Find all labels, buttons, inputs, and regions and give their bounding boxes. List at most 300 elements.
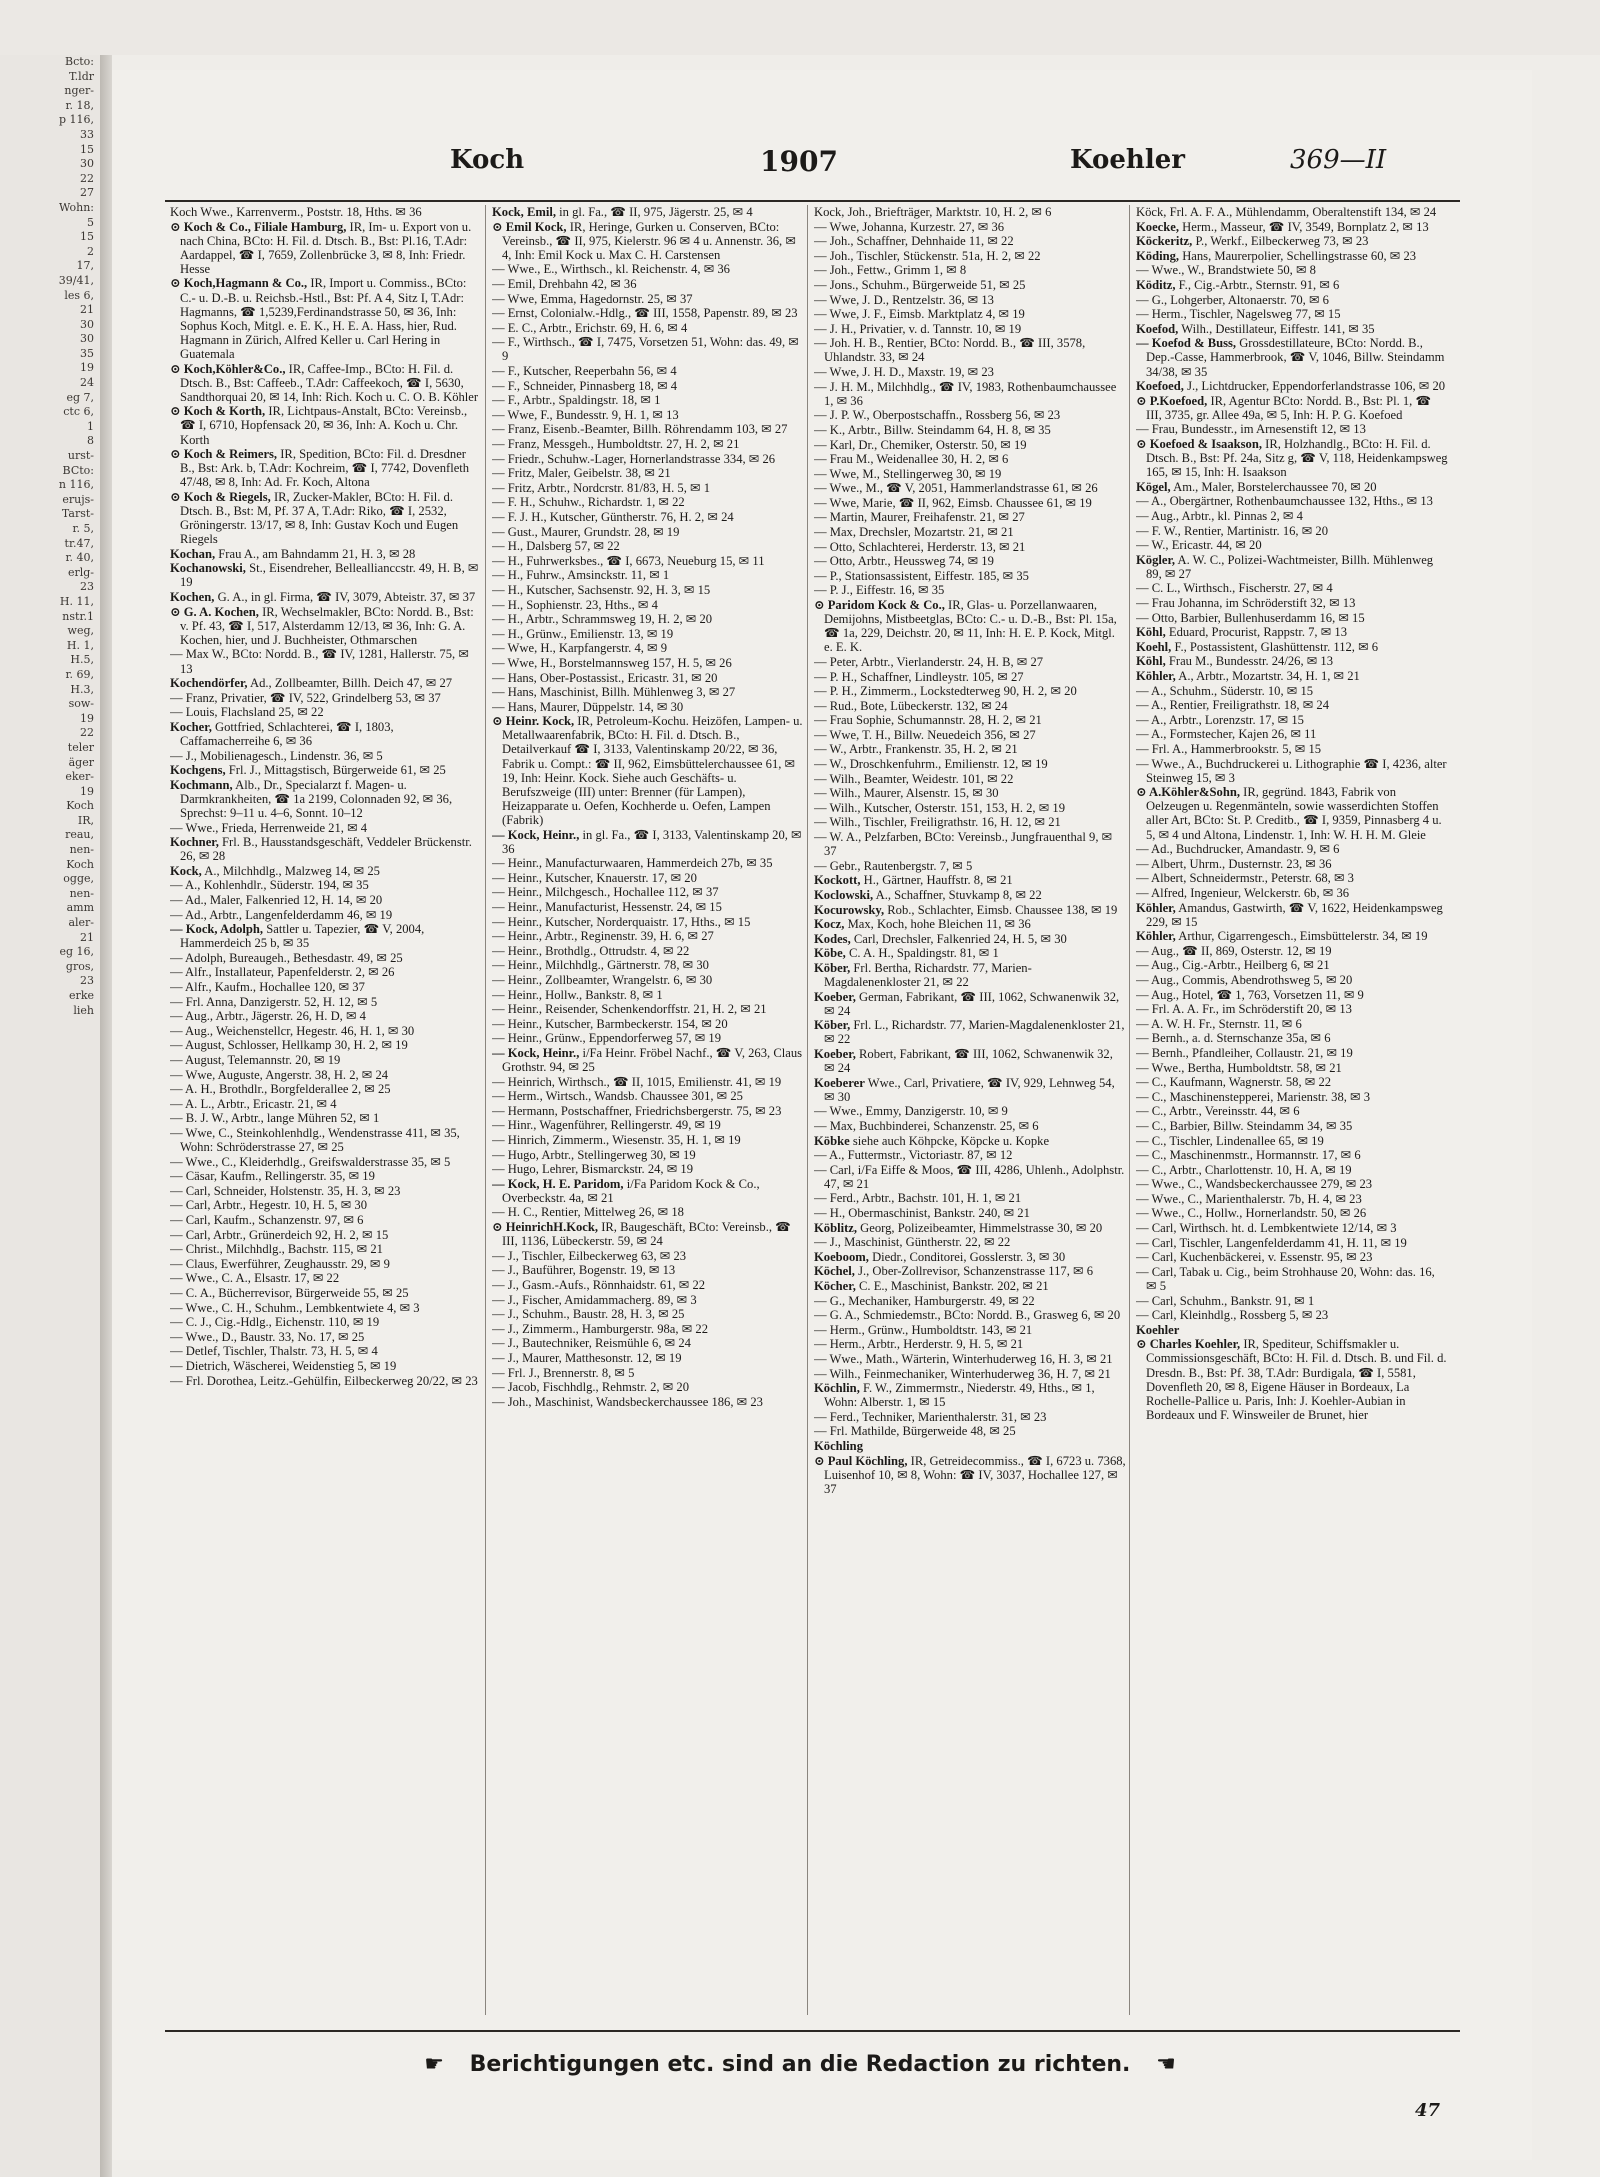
entry-name: Koeboom,	[814, 1249, 869, 1264]
entry-details: — J., Maschinist, Güntherstr. 22, ✉ 22	[814, 1235, 1011, 1250]
directory-entry	[492, 988, 804, 1002]
directory-entry	[1136, 1337, 1448, 1422]
directory-entry	[1136, 1075, 1448, 1089]
entry-details: — Wwe., Frieda, Herrenweide 21, ✉ 4	[170, 820, 368, 835]
entry-details: — G., Lohgerber, Altonaerstr. 70, ✉ 6	[1136, 292, 1329, 307]
column-divider	[807, 205, 808, 2015]
directory-entry	[814, 655, 1126, 669]
directory-entry	[814, 423, 1126, 437]
entry-details: — C. J., Cig.-Hdlg., Eichenstr. 110, ✉ 19	[170, 1315, 380, 1330]
directory-entry	[492, 885, 804, 899]
adjacent-page-text: r. 5,	[72, 522, 94, 535]
entry-details: — Bernh., a. d. Sternschanze 35a, ✉ 6	[1136, 1031, 1331, 1046]
entry-details: IR, Baugeschäft, BCto: Vereinsb., ☎ III, 1136, Lübeckerstr. 59, ✉ 24	[502, 1220, 791, 1249]
directory-entry	[814, 234, 1126, 248]
adjacent-page-text: 30	[80, 332, 94, 346]
directory-entry	[1136, 220, 1448, 234]
directory-entry	[814, 467, 1126, 481]
directory-entry	[814, 249, 1126, 263]
entry-name: Kochanowski,	[170, 561, 246, 576]
entry-details: Ad., Zollbeamter, Billh. Deich 47, ✉ 27	[247, 676, 453, 691]
directory-entry	[492, 1205, 804, 1219]
entry-details: — Franz, Messgeh., Humboldtstr. 27, H. 2, ✉ 21	[492, 437, 740, 451]
directory-entry	[814, 1235, 1126, 1249]
directory-entry	[170, 691, 482, 705]
directory-entry	[814, 932, 1126, 946]
adjacent-page-text: les 6,	[64, 288, 94, 302]
entry-details: — H., Dalsberg 57, ✉ 22	[492, 539, 620, 554]
entry-details: St., Eisendreher, Belleallianccstr. 49, H. B, ✉ 19	[180, 561, 479, 590]
entry-details: P., Werkf., Eilbeckerweg 73, ✉ 23	[1192, 234, 1369, 249]
directory-entry	[1136, 640, 1448, 654]
entry-details: — Alfr., Kaufm., Hochallee 120, ✉ 37	[170, 980, 365, 995]
adjacent-page-text: H. 1,	[66, 638, 94, 652]
directory-entry	[492, 335, 804, 363]
adjacent-page-text: Tarst-	[61, 507, 94, 521]
entry-details: — Wwe, Johanna, Kurzestr. 27, ✉ 36	[814, 219, 1005, 234]
adjacent-page-text: 19	[80, 784, 94, 798]
entry-details: — Wwe., M., ☎ V, 2051, Hammerlandstrasse 61, ✉ 26	[814, 481, 1098, 496]
directory-entry	[170, 1126, 482, 1154]
entry-details: — Heinr., Kutscher, Norderquaistr. 17, Hths., ✉ 15	[492, 914, 751, 929]
entry-details: Georg, Polizeibeamter, Himmelstrasse 30, ✉ 20	[857, 1220, 1103, 1235]
entry-name: ⊙ P.Koefoed,	[1136, 393, 1208, 408]
directory-entry	[170, 951, 482, 965]
directory-entry	[170, 995, 482, 1009]
entry-name: ⊙ Koch,Köhler&Co.,	[170, 361, 286, 376]
directory-entry	[170, 547, 482, 561]
directory-entry	[170, 1038, 482, 1052]
directory-entry	[492, 1031, 804, 1045]
entry-details: Wwe., Carl, Privatiere, ☎ IV, 929, Lehnweg 54, ✉ 30	[824, 1075, 1115, 1104]
directory-entry	[1136, 234, 1448, 248]
entry-details: — Carl, Arbtr., Hegestr. 10, H. 5, ✉ 30	[170, 1198, 367, 1213]
directory-entry	[814, 786, 1126, 800]
entry-details: — Hans, Maschinist, Billh. Mühlenweg 3, ✉ 27	[492, 685, 736, 700]
entry-name: Köchling	[814, 1438, 863, 1453]
directory-entry	[492, 1118, 804, 1132]
directory-entry	[1136, 1265, 1448, 1293]
entry-details: — C., Maschinenmstr., Hormannstr. 17, ✉ 6	[1136, 1148, 1361, 1163]
entry-details: — J. P. W., Oberpostschaffn., Rossberg 56, ✉ 23	[814, 408, 1061, 423]
directory-entry	[814, 540, 1126, 554]
directory-entry	[814, 1424, 1126, 1438]
entry-details: — Hermann, Postschaffner, Friedrichsbergerstr. 75, ✉ 23	[492, 1103, 782, 1118]
adjacent-page-text: 19	[80, 361, 94, 375]
entry-details: — Heinrich, Wirthsch., ☎ II, 1015, Emilienstr. 41, ✉ 19	[492, 1074, 782, 1089]
entry-details: — F., Arbtr., Spaldingstr. 18, ✉ 1	[492, 393, 661, 408]
directory-entry	[814, 1119, 1126, 1133]
directory-entry	[1136, 553, 1448, 581]
entry-details: IR, Lichtpaus-Anstalt, BCto: Vereinsb., ☎ I, 6710, Hopfensack 20, ✉ 36, Inh: A. Koch u. Chr. Korth	[180, 404, 468, 447]
directory-entry	[1136, 336, 1448, 378]
adjacent-page-text: 33	[80, 127, 94, 141]
header-year: 1907	[760, 145, 838, 178]
entry-details: — Otto, Arbtr., Heussweg 74, ✉ 19	[814, 554, 994, 569]
entry-details: IR, Agentur BCto: Nordd. B., Bst: Pl. 1, ☎ III, 3735, gr. Allee 49a, ✉ 5, Inh: H. P. G. Koefoed	[1146, 393, 1432, 422]
directory-entry	[170, 561, 482, 589]
directory-entry	[170, 1301, 482, 1315]
directory-entry	[1136, 422, 1448, 436]
directory-entry	[814, 1104, 1126, 1118]
directory-entry	[170, 1374, 482, 1388]
entry-details: — Albert, Schneidermstr., Peterstr. 68, ✉ 3	[1136, 871, 1354, 886]
directory-entry	[492, 856, 804, 870]
directory-entry	[1136, 1002, 1448, 1016]
entry-details: — Detlef, Tischler, Thalstr. 73, H. 5, ✉ 4	[170, 1344, 378, 1359]
directory-entry	[492, 510, 804, 524]
entry-details: Eduard, Procurist, Rappstr. 7, ✉ 13	[1165, 625, 1348, 640]
entry-details: — G. A., Schmiedemstr., BCto: Nordd. B., Grasweg 6, ✉ 20	[814, 1308, 1121, 1323]
directory-entry	[170, 1024, 482, 1038]
entry-details: — Wwe., C. H., Schuhm., Lembkentwiete 4, ✉ 3	[170, 1300, 420, 1315]
entry-details: — Carl, Wirthsch. ht. d. Lembkentwiete 12/14, ✉ 3	[1136, 1221, 1397, 1236]
adjacent-page-text: r. 40,	[65, 551, 94, 565]
directory-entry	[492, 554, 804, 568]
entry-details: Frau A., am Bahndamm 21, H. 3, ✉ 28	[215, 546, 416, 561]
entry-details: — A., Kohlenhdlr., Süderstr. 194, ✉ 35	[170, 878, 369, 893]
directory-entry	[814, 917, 1126, 931]
entry-name: Kochan,	[170, 546, 216, 561]
entry-details: — J., Zimmerm., Hamburgerstr. 98a, ✉ 22	[492, 1321, 708, 1336]
entry-name: Köhl,	[1136, 654, 1166, 669]
entry-name: ⊙ Charles Koehler,	[1136, 1337, 1241, 1352]
entry-details: — Gebr., Rautenbergstr. 7, ✉ 5	[814, 858, 973, 873]
entry-details: — Wilh., Feinmechaniker, Winterhuderweg 36, H. 7, ✉ 21	[814, 1366, 1111, 1381]
directory-entry	[492, 671, 804, 685]
directory-entry	[1136, 654, 1448, 668]
directory-entry	[492, 1002, 804, 1016]
directory-entry	[1136, 1148, 1448, 1162]
entry-details: — Frl. A., Hammerbrookstr. 5, ✉ 15	[1136, 741, 1322, 756]
column-2	[492, 205, 804, 2015]
entry-details: A. W. C., Polizei-Wachtmeister, Billh. Mühlenweg 89, ✉ 27	[1146, 552, 1434, 581]
entry-details: IR, Caffee-Imp., BCto: H. Fil. d. Dtsch. B., Bst: Caffeeb., T.Adr: Caffeekoch, ☎ I, 5630, Sandthorquai 20, ✉ 14, Inh: Rich. Koch u. C. O. B. Köhler	[180, 361, 479, 404]
directory-entry	[814, 1337, 1126, 1351]
directory-entry	[492, 525, 804, 539]
entry-name: — Koefod & Buss,	[1136, 336, 1237, 351]
directory-entry	[1136, 757, 1448, 785]
entry-details: — E. C., Arbtr., Erichstr. 69, H. 6, ✉ 4	[492, 320, 688, 335]
directory-entry	[1136, 205, 1448, 219]
directory-entry	[814, 598, 1126, 654]
entry-details: — Wwe, Emma, Hagedornstr. 25, ✉ 37	[492, 291, 693, 306]
entry-details: Frl. B., Hausstandsgeschäft, Veddeler Brückenstr. 26, ✉ 28	[180, 835, 472, 864]
entry-name: Kock, Emil,	[492, 205, 557, 219]
entry-name: ⊙ Koch,Hagmann & Co.,	[170, 276, 308, 291]
adjacent-page-text: urst-	[67, 449, 94, 463]
directory-entry	[492, 220, 804, 262]
adjacent-page-text: 30	[80, 317, 94, 331]
entry-details: IR, Getreidecommiss., ☎ I, 6723 u. 7368, Luisenhof 10, ✉ 8, Wohn: ☎ IV, 3037, Hochallee 127, ✉ 37	[824, 1453, 1126, 1496]
entry-details: — Frl. Mathilde, Bürgerweide 48, ✉ 25	[814, 1424, 1016, 1439]
directory-entry	[814, 801, 1126, 815]
directory-entry	[814, 510, 1126, 524]
directory-entry	[1136, 857, 1448, 871]
adjacent-page-text: gros,	[65, 959, 94, 973]
entry-details: — Carl, Schneider, Holstenstr. 35, H. 3, ✉ 23	[170, 1183, 401, 1198]
directory-entry	[814, 757, 1126, 771]
directory-entry	[492, 393, 804, 407]
entry-details: — Ferd., Techniker, Marienthalerstr. 31, ✉ 23	[814, 1409, 1047, 1424]
directory-entry	[170, 821, 482, 835]
entry-details: IR, Petroleum-Kochu. Heizöfen, Lampen- u. Metallwaarenfabrik, BCto: H. Fil. d. Dtsch. B., Detailverkauf ☎ I, 3133, Valentinskamp 20/22, ✉ 36, Fabrik u. Compt.: ☎ II, 962, Eimsbüttelerchaussee 61, ✉ 19, Inh: Heinr. Kock. Siehe auch Geschäfts- u. Berufszweige (III) unter: Brenner (für Lampen), Heizapparate u. Oefen, Kochherde u. Oefen, Lampen (Fabrik)	[502, 714, 803, 827]
entry-details: — Cäsar, Kaufm., Rellingerstr. 35, ✉ 19	[170, 1169, 375, 1184]
entry-details: Köck, Frl. A. F. A., Mühlendamm, Oberaltenstift 134, ✉ 24	[1136, 205, 1437, 219]
directory-entry	[170, 676, 482, 690]
adjacent-page-text: 22	[80, 726, 94, 740]
entry-details: — Heinr., Hollw., Bankstr. 8, ✉ 1	[492, 987, 663, 1002]
column-1	[170, 205, 482, 2015]
entry-name: Koclowski,	[814, 887, 874, 902]
entry-details: — Alfred, Ingenieur, Welckerstr. 6b, ✉ 36	[1136, 885, 1350, 900]
entry-details: — A. L., Arbtr., Ericastr. 21, ✉ 4	[170, 1096, 337, 1111]
adjacent-page-text: nstr.1	[62, 609, 94, 623]
directory-entry	[814, 569, 1126, 583]
adjacent-page-text: nen-	[69, 886, 94, 900]
entry-details: — A. H., Brothdlr., Borgfelderallee 2, ✉ 25	[170, 1082, 391, 1097]
entry-details: — J., Fischer, Amidammacherg. 89, ✉ 3	[492, 1292, 697, 1307]
directory-entry	[492, 1162, 804, 1176]
entry-details: IR, gegründ. 1843, Fabrik von Oelzeugen u. Regenmänteln, sowie wasserdichten Stoffen aller Art, BCto: St. P. Creditb., ☎ I, 9359, Pinnasberg 4 u. 5, ✉ 4 und Altona, Lindenstr. 1, Inh: W. H. H. M. Gleie	[1146, 785, 1442, 842]
entry-details: — Aug., Cig.-Arbtr., Heilberg 6, ✉ 21	[1136, 958, 1330, 973]
entry-name: Köditz,	[1136, 277, 1176, 292]
entry-details: — Frau M., Weidenallee 30, H. 2, ✉ 6	[814, 452, 1009, 467]
entry-name: Koecke,	[1136, 219, 1180, 234]
directory-entry	[492, 1075, 804, 1089]
directory-entry	[170, 1009, 482, 1023]
entry-details: — A., Obergärtner, Rothenbaumchaussee 132, Hths., ✉ 13	[1136, 494, 1433, 509]
adjacent-page-text: ctc 6,	[63, 405, 94, 419]
directory-entry	[1136, 1119, 1448, 1133]
directory-entry	[170, 922, 482, 950]
directory-entry	[1136, 1308, 1448, 1322]
adjacent-page-text: 24	[80, 376, 94, 390]
entry-details: — Frl. Anna, Danzigerstr. 52, H. 12, ✉ 5	[170, 994, 378, 1009]
entry-details: H., Gärtner, Hauffstr. 8, ✉ 21	[860, 873, 1013, 888]
entry-details: — August, Telemannstr. 20, ✉ 19	[170, 1053, 341, 1068]
entry-details: — P. J., Eiffestr. 16, ✉ 35	[814, 583, 945, 598]
entry-name: ⊙ Koch & Co., Filiale Hamburg,	[170, 219, 347, 234]
adjacent-page-text: Koch	[66, 799, 94, 813]
entry-details: — H., Fuhrw., Amsinckstr. 11, ✉ 1	[492, 568, 670, 583]
directory-entry	[492, 871, 804, 885]
directory-entry	[814, 830, 1126, 858]
entry-details: — Louis, Flachsland 25, ✉ 22	[170, 705, 324, 720]
entry-details: — Wilh., Kutscher, Osterstr. 151, 153, H. 2, ✉ 19	[814, 800, 1066, 815]
entry-details: IR, Spediteur, Schiffsmakler u. Commissionsgeschäft, BCto: H. Fil. d. Dtsch. B. und Fil. d. Dresdn. B., Bst: Pf. 38, T.Adr: Burdigala, ☎ I, 5581, Dovenfleth 20, ✉ 8, Eigene Häuser in Bordeaux, La Rochelle-Pallice u. Paris, Inh: J. Koehler-Aubian in Bordeaux und F. Winsweiler de Brunet, hier	[1146, 1337, 1447, 1422]
entry-name: Kochen,	[170, 590, 215, 605]
directory-entry	[492, 1293, 804, 1307]
entry-details: — Franz, Privatier, ☎ IV, 522, Grindelberg 53, ✉ 37	[170, 690, 441, 705]
directory-entry	[1136, 871, 1448, 885]
entry-details: — A., Arbtr., Lorenzstr. 17, ✉ 15	[1136, 712, 1304, 727]
entry-name: ⊙ Emil Kock,	[492, 219, 567, 234]
entry-details: — A., Formstecher, Kajen 26, ✉ 11	[1136, 727, 1317, 742]
entry-name: Köhler,	[1136, 669, 1176, 683]
column-divider	[1129, 205, 1130, 2015]
entry-details: — C., Arbtr., Charlottenstr. 10, H. A, ✉ 19	[1136, 1162, 1352, 1177]
entry-details: — Emil, Drehbahn 42, ✉ 36	[492, 276, 637, 291]
adjacent-page-text: äger	[68, 755, 94, 769]
directory-entry	[814, 1439, 1126, 1453]
entry-details: Frl. J., Mittagstisch, Bürgerweide 61, ✉ 25	[225, 763, 446, 778]
directory-entry	[1136, 1046, 1448, 1060]
entry-details: — Wwe., C., Hollw., Hornerlandstr. 50, ✉ 26	[1136, 1206, 1367, 1221]
entry-details: — Joh., Maschinist, Wandsbeckerchaussee 186, ✉ 23	[492, 1394, 763, 1409]
directory-entry	[1136, 929, 1448, 943]
entry-details: — August, Schlosser, Hellkamp 30, H. 2, ✉ 19	[170, 1038, 408, 1053]
directory-entry	[814, 1454, 1126, 1496]
directory-entry	[170, 980, 482, 994]
entry-details: — Karl, Dr., Chemiker, Osterstr. 50, ✉ 19	[814, 437, 1027, 452]
entry-name: Köbe,	[814, 946, 846, 961]
entry-details: — Wwe., E., Wirthsch., kl. Reichenstr. 4, ✉ 36	[492, 262, 730, 277]
directory-entry	[1136, 1090, 1448, 1104]
directory-entry	[492, 944, 804, 958]
directory-entry	[492, 1278, 804, 1292]
entry-details: F., Cig.-Arbtr., Sternstr. 91, ✉ 6	[1175, 277, 1340, 292]
adjacent-page-text: 8	[87, 434, 94, 448]
entry-name: ⊙ Koch & Reimers,	[170, 447, 278, 462]
entry-details: — Herm., Tischler, Nagelsweg 77, ✉ 15	[1136, 307, 1341, 322]
directory-entry	[492, 1336, 804, 1350]
entry-details: Hans, Maurerpolier, Schellingstrasse 60, ✉ 23	[1179, 248, 1417, 263]
adjacent-page-text: 1	[87, 419, 94, 433]
entry-details: — Wwe, J. D., Rentzelstr. 36, ✉ 13	[814, 292, 994, 307]
directory-entry	[814, 990, 1126, 1018]
page-footer	[300, 2052, 1300, 2084]
entry-details: — Wwe., D., Baustr. 33, No. 17, ✉ 25	[170, 1329, 365, 1344]
entry-name: Kock,	[170, 863, 202, 878]
entry-details: — Heinr., Kutscher, Knauerstr. 17, ✉ 20	[492, 870, 697, 885]
directory-entry	[1136, 842, 1448, 856]
entry-name: — Kock, Heinr.,	[492, 827, 580, 842]
directory-entry	[814, 1191, 1126, 1205]
directory-entry	[1136, 713, 1448, 727]
directory-entry	[170, 1184, 482, 1198]
entry-details: — A. W. H. Fr., Sternstr. 11, ✉ 6	[1136, 1016, 1302, 1031]
entry-details: — H., Arbtr., Schrammsweg 19, H. 2, ✉ 20	[492, 612, 713, 627]
directory-entry	[814, 728, 1126, 742]
entry-name: Koeberer	[814, 1075, 865, 1090]
entry-details: — J., Tischler, Eilbeckerweg 63, ✉ 23	[492, 1248, 687, 1263]
adjacent-page-text: Wohn:	[58, 200, 94, 214]
entry-name: ⊙ Koch & Korth,	[170, 404, 266, 419]
directory-entry	[1136, 293, 1448, 307]
adjacent-page-text: nen-	[69, 843, 94, 857]
directory-entry	[492, 1307, 804, 1321]
directory-entry	[814, 946, 1126, 960]
entry-name: Kochner,	[170, 835, 219, 850]
adjacent-page-text: 35	[80, 346, 94, 360]
directory-entry	[1136, 944, 1448, 958]
entry-details: — J., Gasm.-Aufs., Rönnhaidstr. 61, ✉ 22	[492, 1277, 706, 1292]
header-first-entry-word: Koch	[450, 145, 525, 175]
directory-entry	[814, 205, 1126, 219]
directory-entry	[814, 496, 1126, 510]
directory-entry	[492, 422, 804, 436]
adjacent-page-text: 39/41,	[58, 273, 94, 287]
directory-entry	[170, 1228, 482, 1242]
entry-details: J., Ober-Zollrevisor, Schanzenstrasse 117, ✉ 6	[854, 1264, 1093, 1279]
entry-details: — Martin, Maurer, Freihafenstr. 21, ✉ 27	[814, 510, 1025, 525]
directory-entry	[492, 306, 804, 320]
directory-entry	[814, 1163, 1126, 1191]
directory-entry	[170, 908, 482, 922]
entry-details: in gl. Fa., ☎ II, 975, Jägerstr. 25, ✉ 4	[556, 205, 753, 219]
directory-entry	[1136, 437, 1448, 479]
adjacent-page-text: H. 11,	[59, 594, 94, 608]
entry-name: Kögler,	[1136, 552, 1176, 567]
directory-entry	[492, 452, 804, 466]
entry-details: — Wwe, C., Steinkohlenhdlg., Wendenstrasse 411, ✉ 35, Wohn: Schröderstrasse 27, ✉ 25	[170, 1126, 460, 1155]
directory-entry	[1136, 684, 1448, 698]
entry-details: — Carl, Kleinhdlg., Rossberg 5, ✉ 23	[1136, 1308, 1329, 1323]
entry-name: Kodes,	[814, 931, 851, 946]
entry-details: — C., Maschinenstepperei, Marienstr. 38, ✉ 3	[1136, 1089, 1371, 1104]
directory-entry	[1136, 1134, 1448, 1148]
adjacent-page-fragment	[0, 55, 101, 2177]
entry-details: — Jacob, Fischhdlg., Rehmstr. 2, ✉ 20	[492, 1380, 690, 1395]
directory-entry	[1136, 785, 1448, 841]
directory-entry	[170, 1111, 482, 1125]
header-rule	[165, 200, 1460, 202]
entry-details: — Hinr., Wagenführer, Rellingerstr. 49, ✉ 19	[492, 1118, 721, 1133]
directory-entry	[814, 583, 1126, 597]
entry-details: — F., Wirthsch., ☎ I, 7475, Vorsetzen 51, Wohn: das. 49, ✉ 9	[492, 335, 799, 364]
entry-details: — P. H., Zimmerm., Lockstedterweg 90, H. 2, ✉ 20	[814, 684, 1077, 699]
directory-entry	[1136, 988, 1448, 1002]
directory-entry	[1136, 1294, 1448, 1308]
entry-details: — F., Kutscher, Reeperbahn 56, ✉ 4	[492, 364, 677, 379]
entry-details: — Ferd., Arbtr., Bachstr. 101, H. 1, ✉ 21	[814, 1191, 1022, 1206]
entry-details: — Wwe, T. H., Billw. Neuedeich 356, ✉ 27	[814, 727, 1036, 742]
entry-details: — Wwe., C., Wandsbeckerchaussee 279, ✉ 23	[1136, 1177, 1373, 1192]
entry-details: — F., Schneider, Pinnasberg 18, ✉ 4	[492, 378, 678, 393]
directory-entry	[492, 958, 804, 972]
adjacent-page-text: Bcto:	[65, 55, 94, 68]
entry-name: Koehl,	[1136, 639, 1172, 654]
directory-entry	[1136, 742, 1448, 756]
directory-entry	[492, 1395, 804, 1409]
directory-entry	[814, 365, 1126, 379]
entry-details: — Franz, Eisenb.-Beamter, Billh. Röhrendamm 103, ✉ 27	[492, 422, 788, 437]
directory-entry	[1136, 379, 1448, 393]
entry-details: IR, Wechselmakler, BCto: Nordd. B., Bst: v. Pf. 43, ☎ I, 517, Alsterdamm 12/13, ✉ 36, Inh: G. A. Kochen, hier, und J. Buchheister, Othmarschen	[180, 604, 474, 647]
directory-entry	[814, 554, 1126, 568]
directory-entry	[1136, 1206, 1448, 1220]
header-page-number: 369—II	[1290, 145, 1387, 175]
directory-entry	[492, 828, 804, 856]
directory-entry	[170, 404, 482, 446]
entry-details: IR, Zucker-Makler, BCto: H. Fil. d. Dtsch. B., Bst: M, Pf. 37 A, T.Adr: Riko, ☎ I, 2532, Gröningerstr. 13/17, ✉ 8, Inh: Gustav Koch und Eugen Riegels	[180, 489, 459, 547]
adjacent-page-text: eg 16,	[59, 945, 94, 959]
entry-details: — Wwe, H., Borstelmannsweg 157, H. 5, ✉ 26	[492, 655, 732, 670]
entry-details: — Wwe, J. F., Eimsb. Marktplatz 4, ✉ 19	[814, 307, 1025, 322]
adjacent-page-text: 15	[80, 230, 94, 244]
entry-details: — Hans, Ober-Postassist., Ericastr. 31, ✉ 20	[492, 670, 718, 685]
directory-entry	[492, 262, 804, 276]
entry-details: J., Lichtdrucker, Eppendorferlandstrasse 106, ✉ 20	[1183, 379, 1446, 394]
entry-details: IR, Import u. Commiss., BCto: C.- u. D.-B. u. Reichsb.-Hstl., Bst: Pf. A 4, Sitz I, T.Adr: Hagmanns, ☎ 1,5239,Ferdinandstrasse 50, ✉ 36, Inh: Sophus Koch, Mitgl. e. E. K., H. E. A. Hass, hier, Rud. Hagmann in Zürich, Alfred Keller u. Carl Hering in Guatemala	[180, 276, 467, 361]
entry-details: A., Schaffner, Stuvkamp 8, ✉ 22	[873, 887, 1042, 902]
directory-entry	[170, 647, 482, 675]
entry-name: Kochmann,	[170, 777, 233, 792]
directory-entry	[170, 1053, 482, 1067]
entry-details: — Wilh., Tischler, Freiligrathstr. 16, H. 12, ✉ 21	[814, 815, 1061, 830]
directory-entry	[170, 965, 482, 979]
